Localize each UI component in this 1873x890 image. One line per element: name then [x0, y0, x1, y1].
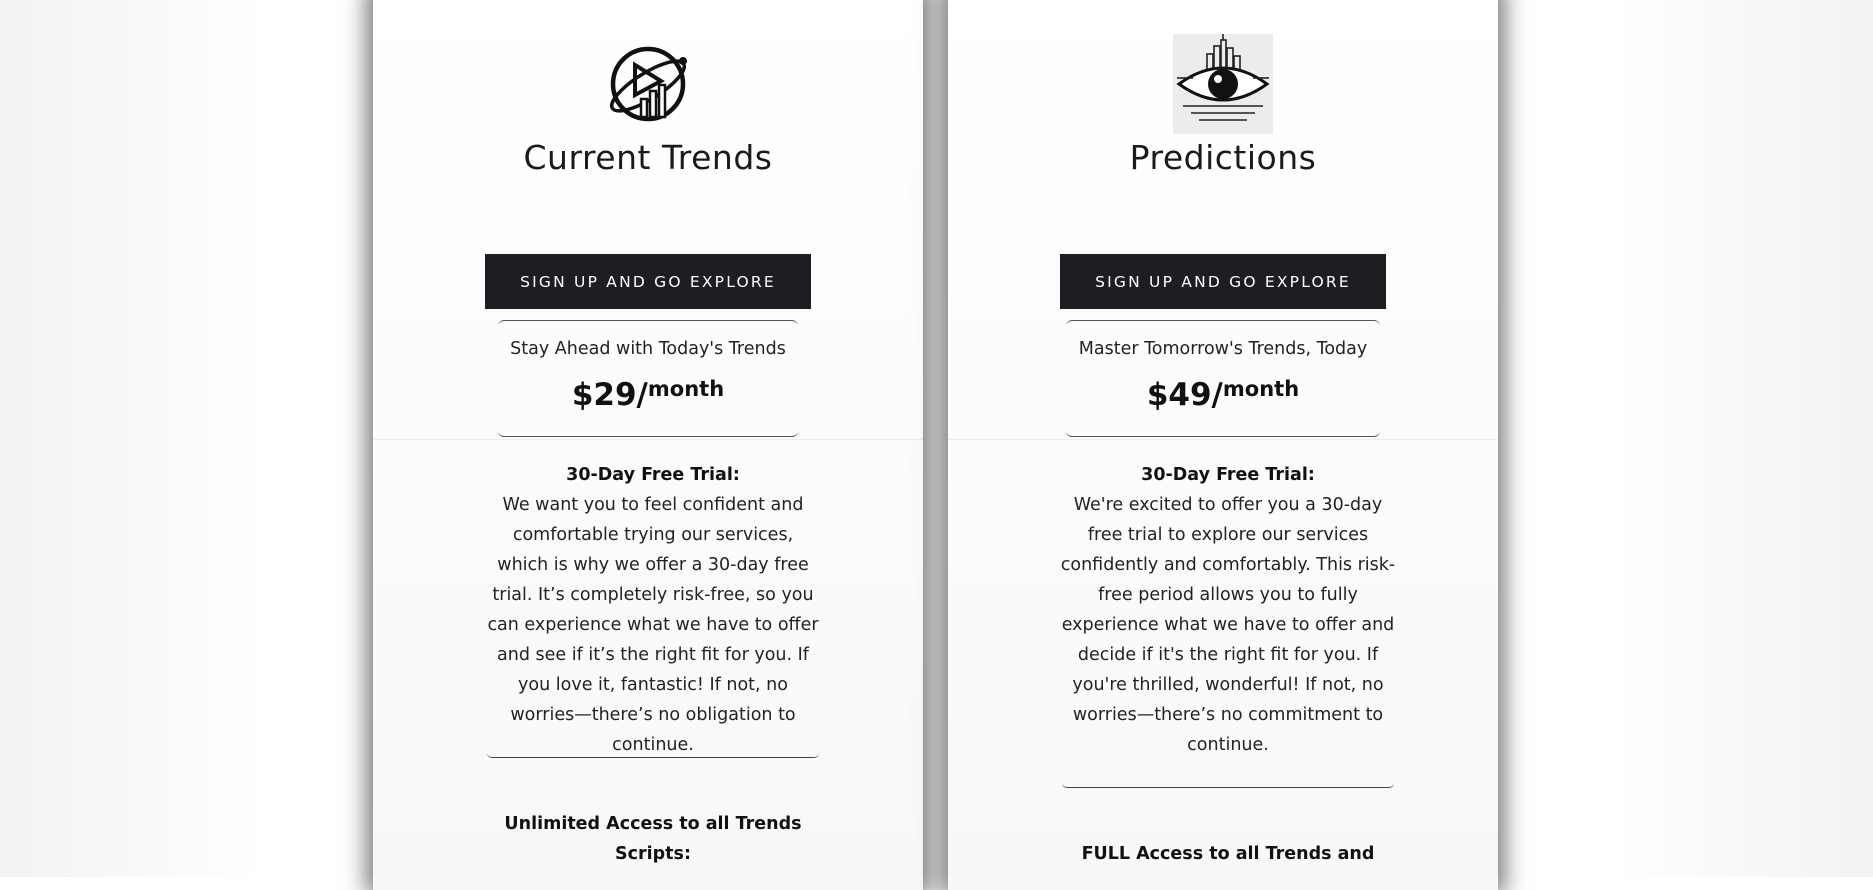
price-box	[1066, 320, 1380, 437]
price-amount: $29/	[571, 377, 648, 413]
free-trial-text: We're excited to offer you a 30-day free trial to explore our services confidently and comfortably. This risk-free period allows you to fully experience what we have to offer and decide if it's the right fit for you. If you're thrilled, wonderful! If not, no worries—there’s no commitment to continue.	[1060, 495, 1396, 755]
plan-price	[498, 377, 798, 413]
free-trial-heading: 30-Day Free Trial:	[1141, 465, 1315, 485]
sign-up-button[interactable]: SIGN UP AND GO EXPLORE	[485, 254, 811, 309]
sign-up-button[interactable]: SIGN UP AND GO EXPLORE	[1060, 254, 1386, 309]
price-unit: month	[647, 377, 725, 401]
price-amount: $49/	[1146, 377, 1223, 413]
pricing-card-current-trends	[373, 0, 923, 890]
price-unit: month	[1222, 377, 1300, 401]
section-divider	[487, 747, 819, 758]
free-trial-section	[1060, 460, 1396, 760]
free-trial-heading: 30-Day Free Trial:	[566, 465, 740, 485]
pricing-card-predictions	[948, 0, 1498, 890]
price-box	[498, 320, 798, 437]
free-trial-text: We want you to feel confident and comfortable trying our services, which is why we offer a 30-day free trial. It’s completely risk-free, so you can experience what we have to offer and see if it’s the right fit for you. If you love it, fantastic! If not, no worries—there’s no obligation to continue.	[487, 495, 819, 755]
free-trial-section	[485, 460, 821, 760]
plan-tagline: Master Tomorrow's Trends, Today	[1078, 339, 1368, 359]
plan-title: Current Trends	[523, 138, 773, 177]
card-divider	[373, 439, 923, 440]
section-divider	[1062, 777, 1394, 788]
card-divider	[948, 439, 1498, 440]
feature-heading: FULL Access to all Trends and	[1081, 844, 1375, 864]
trending-chart-icon	[598, 34, 698, 134]
plan-price	[1066, 377, 1380, 413]
plan-tagline: Stay Ahead with Today's Trends	[510, 339, 786, 359]
plan-title: Predictions	[1129, 138, 1317, 177]
feature-heading: Unlimited Access to all Trends Scripts:	[504, 814, 802, 864]
eye-city-icon	[1173, 34, 1273, 134]
